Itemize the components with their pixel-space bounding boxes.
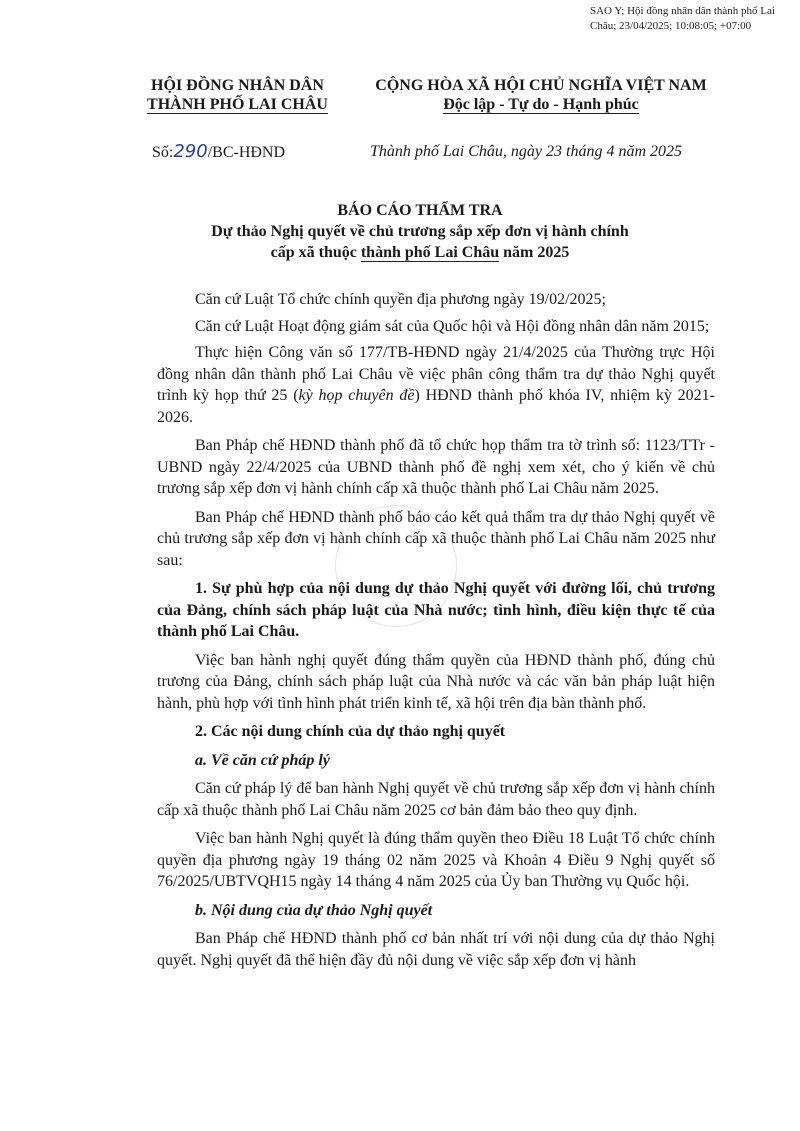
report-body bbox=[157, 289, 715, 978]
document-number bbox=[152, 141, 285, 164]
paragraph-assignment-part-1: Thực hiện Công văn số 177/TB-HĐND ngày 21/4/2025 của Thường trực Hội đồng nhân dân thành phố Lai Châu về việc phân công thẩm tra dự thảo Nghị quyết trình kỳ họp thứ 25 ( bbox=[157, 344, 715, 404]
title-subject-line-2 bbox=[140, 242, 700, 263]
national-motto bbox=[355, 76, 727, 114]
heading-section-2a: a. Về căn cứ pháp lý bbox=[195, 751, 330, 769]
paragraph-legal-basis-2: Căn cứ Luật Hoạt động giám sát của Quốc hội và Hội đồng nhân dân năm 2015; bbox=[195, 317, 710, 335]
agency-line-1: HỘI ĐỒNG NHÂN DÂN bbox=[151, 77, 324, 94]
report-title bbox=[140, 200, 700, 263]
paragraph-authority: Việc ban hành Nghị quyết là đúng thẩm quyền theo Điều 18 Luật Tổ chức chính quyền địa phương ngày 19 tháng 02 năm 2025 và Khoản 4 Điều 9 Nghị quyết số 76/2025/UBTVQH15 ngày 14 tháng 4 năm 2025 của Ủy ban Thường vụ Quốc hội. bbox=[157, 830, 715, 890]
paragraph-review-meeting: Ban Pháp chế HĐND thành phố đã tổ chức họp thẩm tra tờ trình số: 1123/TTr - UBND ngày 22/4/2025 của UBND thành phố đề nghị xem xét, cho ý kiến về chủ trương sắp xếp đơn vị hành chính cấp xã thuộc thành phố Lai Châu năm 2025. bbox=[157, 437, 715, 497]
paragraph-assignment bbox=[157, 342, 715, 428]
paragraph-assignment-part-2: ) HĐND thành phố khóa IV, nhiệm kỳ 2021-2026. bbox=[157, 387, 715, 426]
paragraph-legal-basis-1: Căn cứ Luật Tổ chức chính quyền địa phương ngày 19/02/2025; bbox=[195, 291, 606, 308]
heading-section-2: 2. Các nội dung chính của dự thảo nghị quyết bbox=[195, 723, 506, 740]
motto-line: Độc lập - Tự do - Hạnh phúc bbox=[443, 96, 639, 113]
document-number-handwritten: 290 bbox=[173, 141, 208, 162]
title-main: BÁO CÁO THẨM TRA bbox=[337, 202, 503, 219]
title-subject-line-1: Dự thảo Nghị quyết về chủ trương sắp xếp đơn vị hành chính bbox=[211, 223, 629, 240]
agency-line-2: THÀNH PHỐ LAI CHÂU bbox=[147, 96, 328, 113]
paragraph-report-intro: Ban Pháp chế HĐND thành phố báo cáo kết quả thẩm tra dự thảo Nghị quyết về chủ trương sắp xếp đơn vị hành chính cấp xã thuộc thành phố Lai Châu năm 2025 như sau: bbox=[157, 508, 715, 569]
paragraph-content-agreement: Ban Pháp chế HĐND thành phố cơ bản nhất trí với nội dung của dự thảo Nghị quyết. Nghị quyết đã thể hiện đầy đủ nội dung về việc sắp xếp đơn vị hành bbox=[157, 930, 715, 969]
issuing-agency bbox=[120, 76, 355, 114]
title-line3-post: năm 2025 bbox=[499, 244, 570, 261]
heading-section-2b: b. Nội dung của dự thảo Nghị quyết bbox=[195, 901, 433, 919]
paragraph-legal-basis-assessment: Căn cứ pháp lý để ban hành Nghị quyết về chủ trương sắp xếp đơn vị hành chính cấp xã thuộc thành phố Lai Châu năm 2025 cơ bản đảm bảo theo quy định. bbox=[157, 780, 715, 819]
heading-section-1: 1. Sự phù hợp của nội dung dự thảo Nghị quyết với đường lối, chủ trương của Đảng, chính sách pháp luật của Nhà nước; tình hình, điều kiện thực tế của thành phố Lai Châu. bbox=[157, 580, 715, 640]
title-line3-underlined: thành phố Lai Châu bbox=[360, 244, 500, 261]
digital-copy-stamp: SAO Y; Hội đồng nhân dân thành phố Lai Châu; 23/04/2025; 10:08:05; +07:00 bbox=[590, 5, 775, 32]
paragraph-conformity: Việc ban hành nghị quyết đúng thẩm quyền của HĐND thành phố, đúng chủ trương của Đảng, chính sách pháp luật của Nhà nước và các văn bản pháp luật hiện hành, phù hợp với tình hình phát triển kinh tế, xã hội trên địa bàn thành phố. bbox=[157, 651, 715, 712]
place-and-date: Thành phố Lai Châu, ngày 23 tháng 4 năm 2025 bbox=[370, 143, 683, 160]
document-number-suffix: /BC-HĐND bbox=[207, 144, 286, 161]
country-name: CỘNG HÒA XÃ HỘI CHỦ NGHĨA VIỆT NAM bbox=[375, 77, 707, 94]
document-number-prefix: Số: bbox=[152, 144, 174, 161]
paragraph-assignment-italic: kỳ họp chuyên đề bbox=[298, 387, 415, 404]
title-line3-pre: cấp xã thuộc bbox=[270, 244, 361, 261]
